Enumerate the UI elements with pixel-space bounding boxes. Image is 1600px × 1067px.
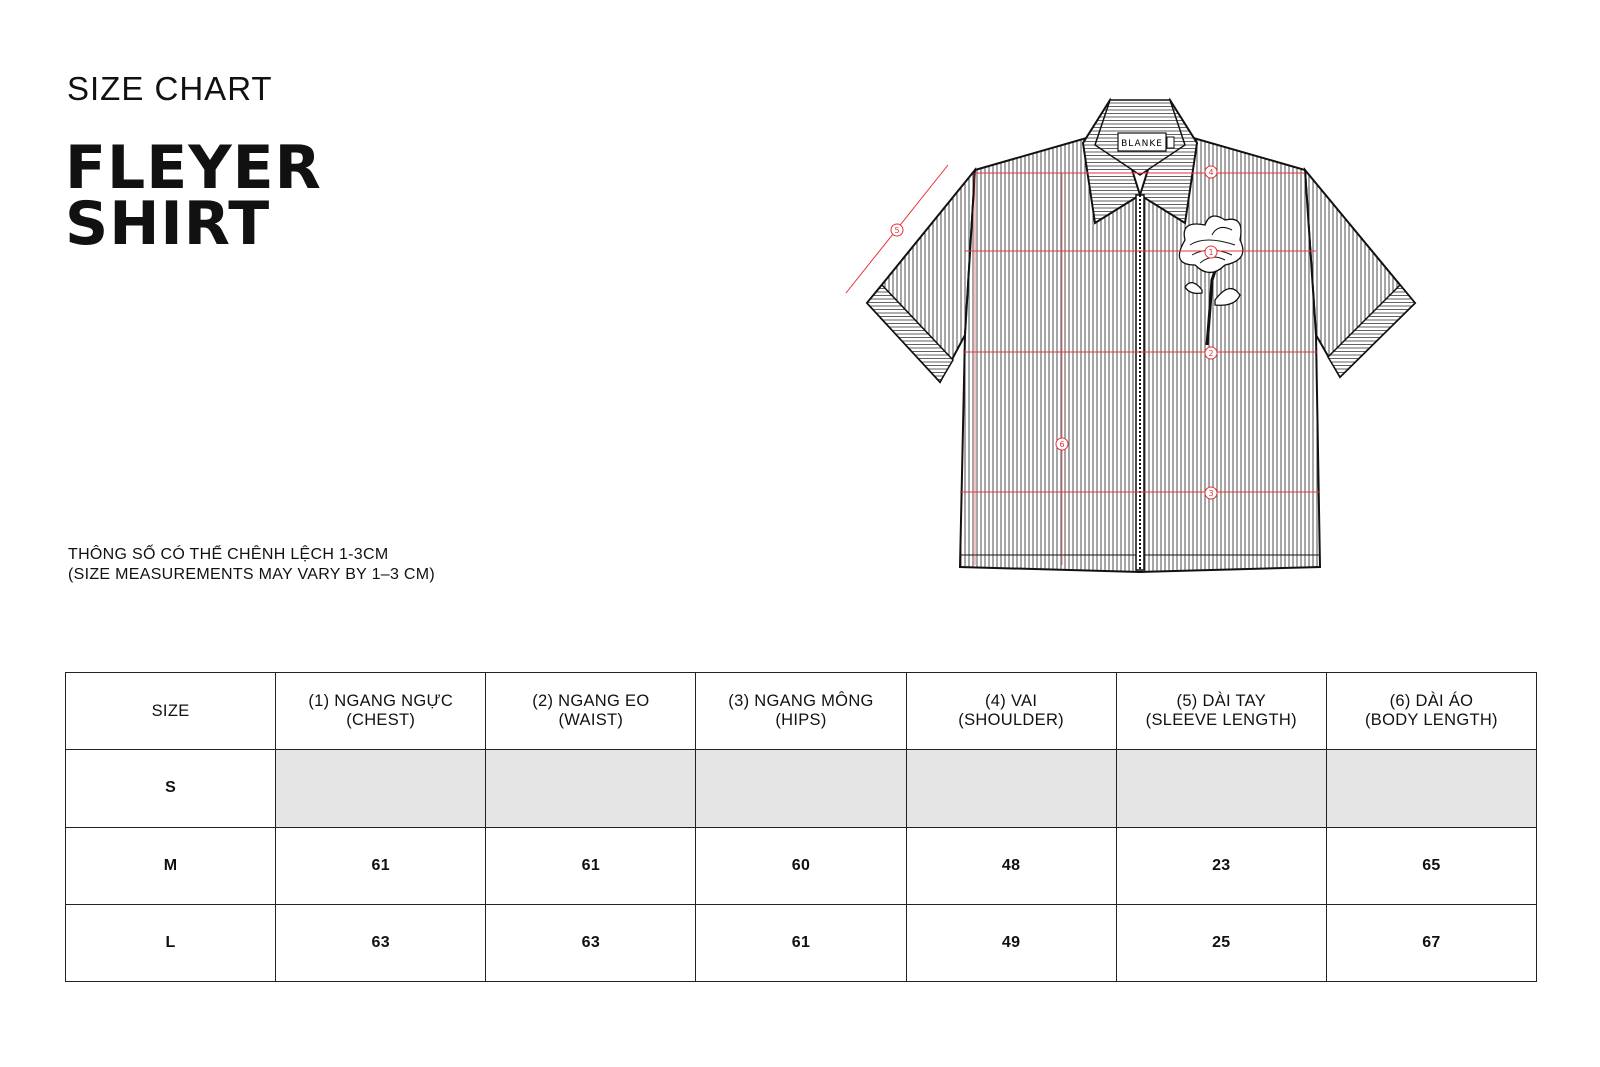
value-cell: 61 (276, 827, 486, 904)
marker-4: 4 (1208, 168, 1214, 177)
value-cell: 61 (696, 904, 906, 981)
value-cell: 67 (1326, 904, 1536, 981)
product-title-line1: FLEYER (65, 133, 322, 203)
header-chest: (1) NGANG NGỰC (CHEST) (276, 673, 486, 750)
product-title (65, 133, 322, 259)
measurement-note (68, 545, 435, 585)
measurement-note-en: (SIZE MEASUREMENTS MAY VARY BY 1–3 CM) (68, 566, 436, 583)
size-chart-eyebrow: SIZE CHART (67, 70, 273, 107)
size-table (65, 672, 1537, 982)
header-shoulder: (4) VAI (SHOULDER) (906, 673, 1116, 750)
header-waist: (2) NGANG EO (WAIST) (486, 673, 696, 750)
value-cell: 63 (486, 904, 696, 981)
marker-5: 5 (894, 226, 900, 235)
value-cell (486, 750, 696, 827)
value-cell (1326, 750, 1536, 827)
marker-2: 2 (1208, 349, 1214, 358)
size-cell: L (66, 904, 276, 981)
value-cell (906, 750, 1116, 827)
value-cell (696, 750, 906, 827)
marker-1: 1 (1208, 248, 1214, 257)
table-row-s (66, 750, 1537, 827)
table-row-l (66, 904, 1537, 981)
marker-3: 3 (1208, 489, 1214, 498)
value-cell (1116, 750, 1326, 827)
value-cell: 23 (1116, 827, 1326, 904)
size-cell: M (66, 827, 276, 904)
value-cell: 65 (1326, 827, 1536, 904)
header-size: SIZE (66, 673, 276, 750)
header-body-length: (6) DÀI ÁO (BODY LENGTH) (1326, 673, 1536, 750)
value-cell (276, 750, 486, 827)
header-hips: (3) NGANG MÔNG (HIPS) (696, 673, 906, 750)
table-header-row (66, 673, 1537, 750)
value-cell: 61 (486, 827, 696, 904)
header-sleeve-length: (5) DÀI TAY (SLEEVE LENGTH) (1116, 673, 1326, 750)
brand-label: BLANKE (1121, 139, 1163, 149)
shirt-diagram (840, 95, 1440, 585)
value-cell: 49 (906, 904, 1116, 981)
size-tag (1167, 137, 1174, 148)
table-row-m (66, 827, 1537, 904)
marker-6: 6 (1059, 440, 1065, 449)
size-cell: S (66, 750, 276, 827)
measurement-note-vi: THÔNG SỐ CÓ THỂ CHÊNH LỆCH 1-3CM (68, 546, 389, 563)
product-title-line2: SHIRT (65, 189, 271, 259)
value-cell: 63 (276, 904, 486, 981)
value-cell: 48 (906, 827, 1116, 904)
value-cell: 60 (696, 827, 906, 904)
value-cell: 25 (1116, 904, 1326, 981)
